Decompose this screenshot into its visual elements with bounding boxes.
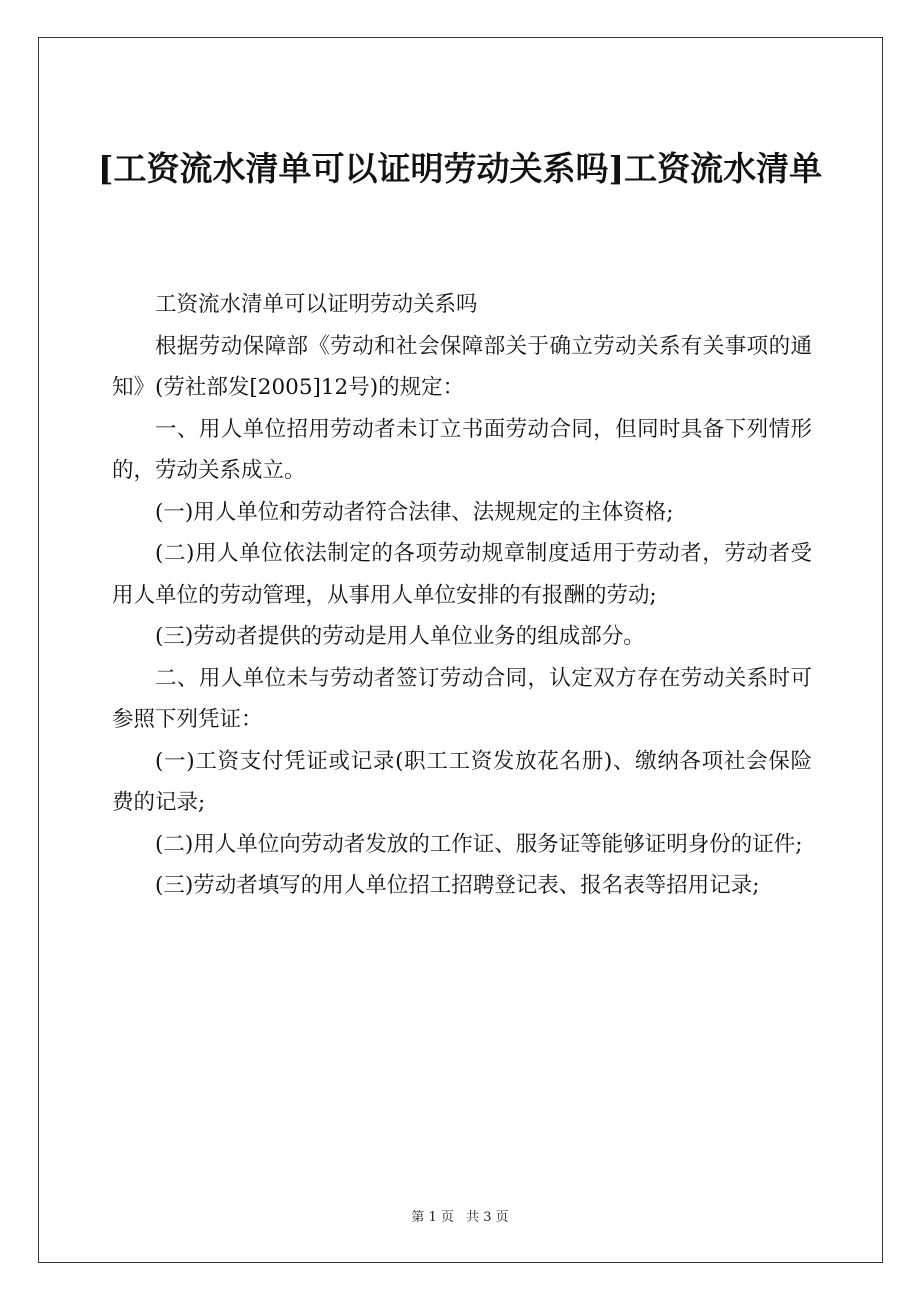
current-page-number: 第 1 页 [411,1210,454,1225]
paragraph-section-two: 二、用人单位未与劳动者签订劳动合同，认定双方存在劳动关系时可参照下列凭证： [112,665,812,732]
paragraph-item: (三)劳动者提供的劳动是用人单位业务的组成部分。 [155,624,645,649]
paragraph-item: (二)用人单位向劳动者发放的工作证、服务证等能够证明身份的证件; [155,831,803,857]
total-page-count: 共 3 页 [466,1210,509,1225]
paragraph-item: (三)劳动者填写的用人单位招工招聘登记表、报名表等招用记录; [155,873,760,898]
paragraph-section-one: 一、用人单位招用劳动者未订立书面劳动合同，但同时具备下列情形的，劳动关系成立。 [112,416,812,483]
paragraph-legal-basis: 根据劳动保障部《劳动和社会保障部关于确立劳动关系有关事项的通知》(劳社部发[2005]12号)的规定： [112,333,812,400]
paragraph-item: (二)用人单位依法制定的各项劳动规章制度适用于劳动者，劳动者受用人单位的劳动管理，从事用人单位安排的有报酬的劳动; [112,541,812,608]
document-body [112,284,812,907]
paragraph-subtitle: 工资流水清单可以证明劳动关系吗 [155,292,478,317]
paragraph-item: (一)用人单位和劳动者符合法律、法规规定的主体资格; [155,499,674,525]
page-footer [0,1206,920,1225]
paragraph-item: (一)工资支付凭证或记录(职工工资发放花名册)、缴纳各项社会保险费的记录; [112,748,812,815]
document-title: [工资流水清单可以证明劳动关系吗]工资流水清单 [97,149,823,188]
